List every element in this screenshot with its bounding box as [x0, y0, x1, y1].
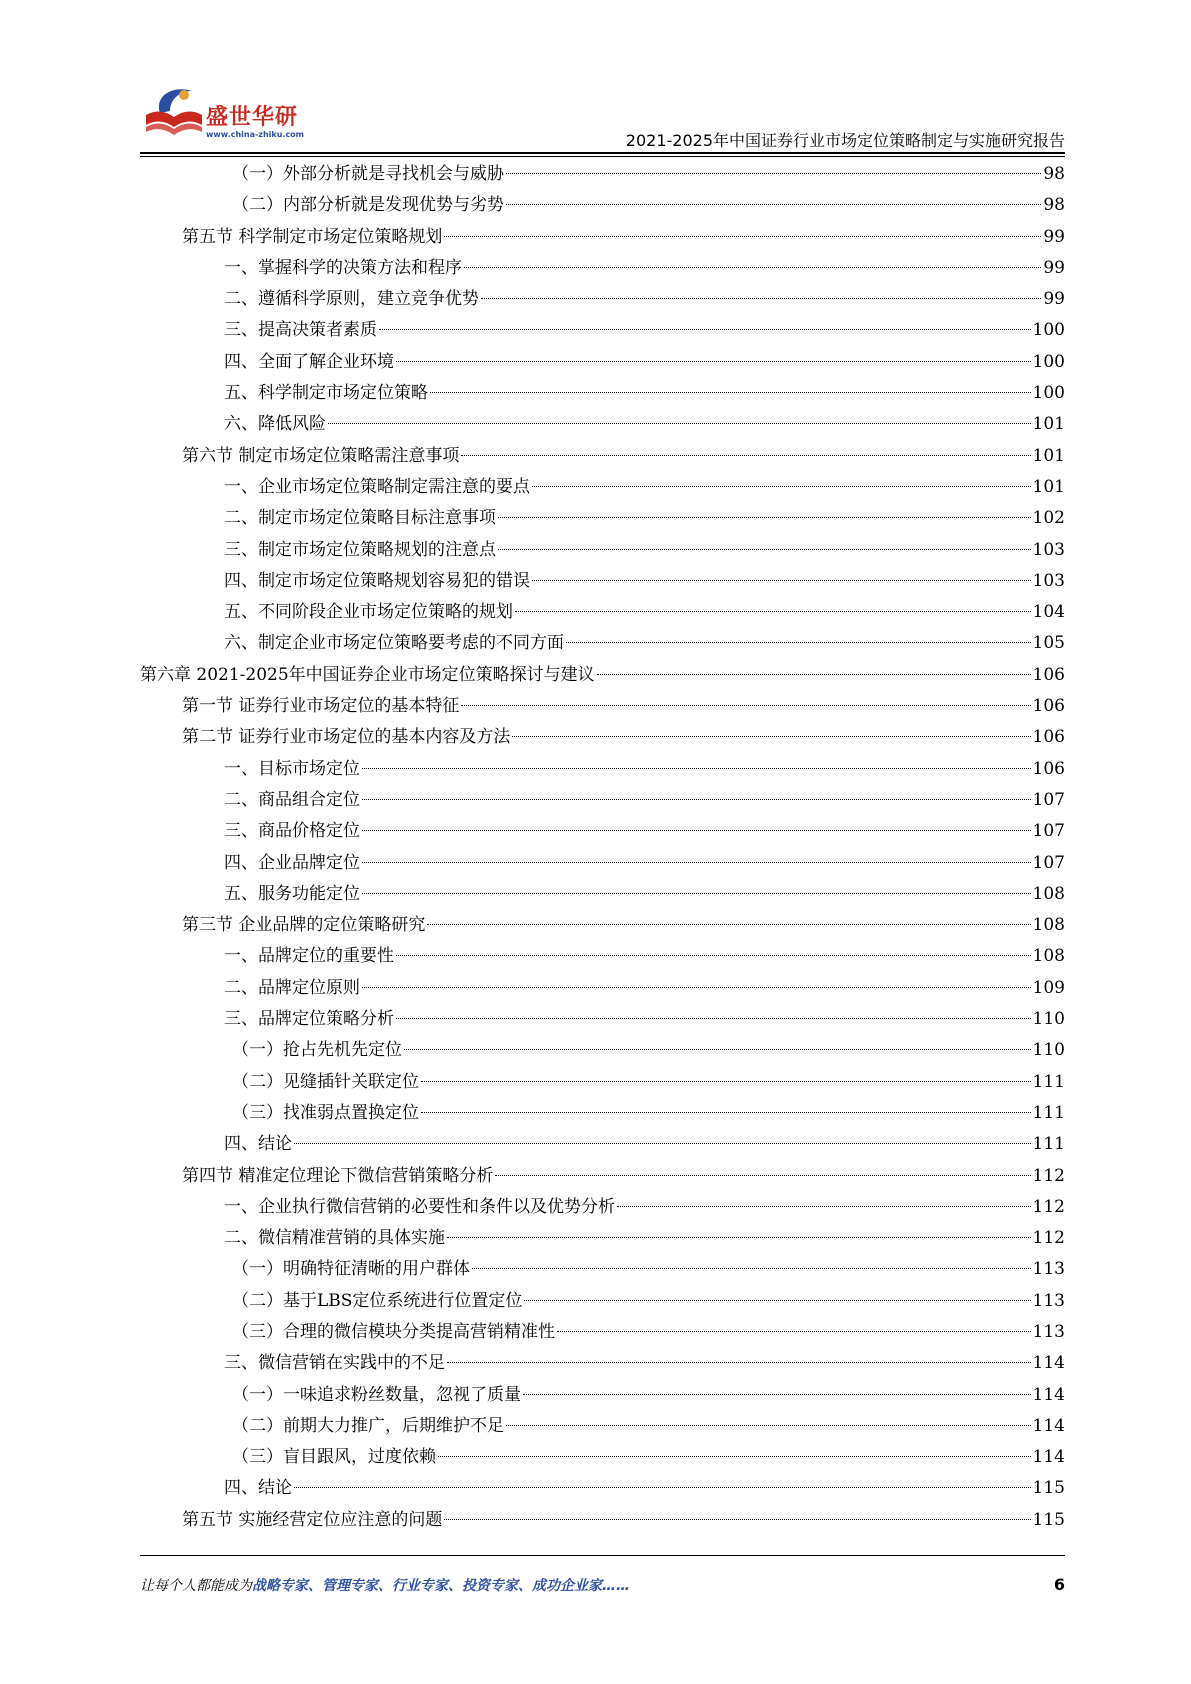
toc-entry-page: 111	[1032, 1134, 1065, 1155]
toc-entry-title: 第二节 证券行业市场定位的基本内容及方法	[182, 727, 511, 748]
toc-entry-page: 112	[1032, 1228, 1065, 1249]
toc-dot-leader	[396, 361, 1031, 362]
toc-entry-page: 107	[1032, 789, 1065, 810]
toc-dot-leader	[362, 830, 1031, 831]
toc-entry[interactable]	[140, 1035, 1065, 1066]
toc-entry[interactable]	[140, 1317, 1065, 1348]
toc-dot-leader	[294, 1487, 1031, 1488]
toc-entry-page: 106	[1032, 758, 1065, 779]
toc-entry-title: （二）见缝插针关联定位	[232, 1071, 419, 1092]
header-divider	[140, 152, 1065, 154]
toc-entry[interactable]	[140, 284, 1065, 315]
toc-entry[interactable]	[140, 1505, 1065, 1536]
header-divider-thin	[140, 156, 1065, 157]
footer-divider	[140, 1555, 1065, 1556]
toc-entry-page: 100	[1032, 383, 1065, 404]
toc-dot-leader	[524, 1300, 1030, 1301]
toc-entry-page: 103	[1032, 570, 1065, 591]
toc-entry-title: 二、商品组合定位	[224, 789, 360, 810]
toc-entry-page: 115	[1032, 1509, 1065, 1530]
toc-entry-title: 第四节 精准定位理论下微信营销策略分析	[182, 1165, 494, 1186]
toc-dot-leader	[617, 1206, 1031, 1207]
toc-entry-title: （一）一味追求粉丝数量，忽视了质量	[232, 1384, 521, 1405]
table-of-contents	[140, 159, 1065, 1536]
toc-entry-page: 101	[1032, 476, 1065, 497]
toc-entry-title: （二）基于LBS定位系统进行位置定位	[232, 1290, 523, 1311]
logo-url: www.china-zhiku.com	[206, 130, 305, 139]
toc-entry[interactable]	[140, 628, 1065, 659]
toc-entry-page: 114	[1032, 1384, 1065, 1405]
toc-dot-leader	[472, 1268, 1031, 1269]
toc-entry[interactable]	[140, 253, 1065, 284]
toc-entry[interactable]	[140, 879, 1065, 910]
toc-entry-page: 98	[1043, 195, 1065, 216]
toc-entry-title: 第一节 证券行业市场定位的基本特征	[182, 696, 460, 717]
toc-dot-leader	[523, 1394, 1031, 1395]
toc-entry-title: 四、结论	[224, 1134, 292, 1155]
toc-entry[interactable]	[140, 472, 1065, 503]
toc-entry[interactable]	[140, 1223, 1065, 1254]
toc-dot-leader	[396, 1018, 1031, 1019]
toc-dot-leader	[495, 1175, 1030, 1176]
toc-entry-page: 108	[1032, 883, 1065, 904]
toc-entry-title: （二）前期大力推广，后期维护不足	[232, 1415, 504, 1436]
toc-dot-leader	[362, 799, 1031, 800]
toc-entry-page: 110	[1032, 1009, 1065, 1030]
toc-entry-page: 113	[1032, 1321, 1065, 1342]
toc-dot-leader	[447, 1362, 1031, 1363]
toc-entry-page: 103	[1032, 539, 1065, 560]
toc-entry-title: 五、不同阶段企业市场定位策略的规划	[224, 602, 513, 623]
footer-slogan-highlight: 战略专家、管理专家、行业专家、投资专家、成功企业家……	[252, 1578, 630, 1594]
logo-text: 盛世华研	[206, 105, 299, 130]
toc-entry-page: 99	[1043, 226, 1065, 247]
toc-dot-leader	[532, 580, 1031, 581]
toc-entry-page: 111	[1032, 1071, 1065, 1092]
toc-dot-leader	[430, 392, 1031, 393]
toc-entry-title: （三）盲目跟风，过度依赖	[232, 1447, 436, 1468]
toc-entry[interactable]	[140, 1004, 1065, 1035]
toc-entry[interactable]	[140, 503, 1065, 534]
toc-dot-leader	[294, 1143, 1031, 1144]
toc-entry[interactable]	[140, 1161, 1065, 1192]
toc-entry-page: 107	[1032, 852, 1065, 873]
toc-entry-title: 四、全面了解企业环境	[224, 351, 394, 372]
toc-entry-title: 三、微信营销在实践中的不足	[224, 1353, 445, 1374]
toc-dot-leader	[444, 1519, 1030, 1520]
toc-entry-title: （一）抢占先机先定位	[232, 1040, 402, 1061]
toc-dot-leader	[362, 893, 1031, 894]
toc-entry-title: 第五节 科学制定市场定位策略规划	[182, 226, 443, 247]
toc-entry-page: 105	[1032, 633, 1065, 654]
toc-entry-title: 四、企业品牌定位	[224, 852, 360, 873]
toc-entry-page: 106	[1032, 696, 1065, 717]
toc-entry[interactable]	[140, 1442, 1065, 1473]
toc-entry[interactable]	[140, 1380, 1065, 1411]
toc-dot-leader	[566, 642, 1031, 643]
toc-entry[interactable]	[140, 660, 1065, 691]
toc-entry-title: 一、品牌定位的重要性	[224, 946, 394, 967]
toc-entry-page: 107	[1032, 821, 1065, 842]
toc-entry-page: 113	[1032, 1259, 1065, 1280]
toc-entry-page: 99	[1043, 257, 1065, 278]
toc-entry[interactable]	[140, 1348, 1065, 1379]
toc-entry-title: 三、商品价格定位	[224, 821, 360, 842]
toc-entry-title: 六、制定企业市场定位策略要考虑的不同方面	[224, 633, 564, 654]
toc-entry[interactable]	[140, 1098, 1065, 1129]
toc-entry[interactable]	[140, 409, 1065, 440]
toc-entry-title: （二）内部分析就是发现优势与劣势	[232, 195, 504, 216]
page-footer	[140, 1575, 1065, 1599]
toc-entry-page: 110	[1032, 1040, 1065, 1061]
toc-entry-title: 三、品牌定位策略分析	[224, 1009, 394, 1030]
toc-entry[interactable]	[140, 441, 1065, 472]
toc-entry-title: 二、微信精准营销的具体实施	[224, 1228, 445, 1249]
toc-entry-title: 三、提高决策者素质	[224, 320, 377, 341]
toc-entry-page: 98	[1043, 164, 1065, 184]
toc-entry[interactable]	[140, 1411, 1065, 1442]
toc-dot-leader	[506, 204, 1041, 205]
toc-entry[interactable]	[140, 848, 1065, 879]
toc-entry[interactable]	[140, 347, 1065, 378]
toc-entry-page: 101	[1032, 414, 1065, 435]
toc-entry-title: 第三节 企业品牌的定位策略研究	[182, 915, 426, 936]
footer-slogan-prefix: 让每个人都能成为	[140, 1578, 252, 1594]
toc-dot-leader	[506, 173, 1041, 174]
toc-dot-leader	[362, 768, 1031, 769]
toc-entry[interactable]	[140, 1192, 1065, 1223]
toc-entry[interactable]	[140, 190, 1065, 221]
toc-entry[interactable]	[140, 535, 1065, 566]
toc-entry-title: （一）明确特征清晰的用户群体	[232, 1259, 470, 1280]
toc-entry-page: 109	[1032, 977, 1065, 998]
toc-dot-leader	[404, 1049, 1031, 1050]
toc-entry[interactable]	[140, 222, 1065, 253]
toc-entry[interactable]	[140, 691, 1065, 722]
toc-entry[interactable]	[140, 910, 1065, 941]
toc-dot-leader	[362, 987, 1031, 988]
toc-entry-title: 第六节 制定市场定位策略需注意事项	[182, 445, 460, 466]
toc-dot-leader	[498, 517, 1031, 518]
toc-dot-leader	[328, 423, 1031, 424]
toc-entry-page: 106	[1032, 664, 1065, 685]
toc-dot-leader	[506, 1425, 1031, 1426]
toc-entry[interactable]	[140, 754, 1065, 785]
toc-entry[interactable]	[140, 1129, 1065, 1160]
toc-dot-leader	[498, 549, 1031, 550]
toc-entry-title: 五、服务功能定位	[224, 883, 360, 904]
toc-entry-page: 102	[1032, 508, 1065, 529]
toc-entry-title: 四、结论	[224, 1478, 292, 1499]
toc-entry-title: 六、降低风险	[224, 414, 326, 435]
toc-entry-title: 一、企业执行微信营销的必要性和条件以及优势分析	[224, 1196, 615, 1217]
toc-entry[interactable]	[140, 378, 1065, 409]
toc-dot-leader	[421, 1112, 1031, 1113]
toc-dot-leader	[532, 486, 1031, 487]
toc-entry[interactable]	[140, 597, 1065, 628]
toc-entry-title: 三、制定市场定位策略规划的注意点	[224, 539, 496, 560]
toc-dot-leader	[379, 329, 1031, 330]
toc-entry-page: 106	[1032, 727, 1065, 748]
toc-entry-page: 100	[1032, 320, 1065, 341]
toc-dot-leader	[512, 736, 1030, 737]
toc-entry-title: （三）合理的微信模块分类提高营销精准性	[232, 1321, 555, 1342]
toc-entry[interactable]	[140, 315, 1065, 346]
toc-entry[interactable]	[140, 816, 1065, 847]
toc-entry-page: 101	[1032, 445, 1065, 466]
company-logo	[140, 80, 320, 150]
toc-entry[interactable]	[140, 785, 1065, 816]
toc-entry-page: 114	[1032, 1415, 1065, 1436]
toc-entry-page: 108	[1032, 915, 1065, 936]
report-title: 2021-2025年中国证券行业市场定位策略制定与实施研究报告	[625, 131, 1065, 150]
toc-entry-page: 113	[1032, 1290, 1065, 1311]
toc-dot-leader	[515, 611, 1031, 612]
toc-entry[interactable]	[140, 722, 1065, 753]
toc-dot-leader	[557, 1331, 1031, 1332]
toc-entry-page: 112	[1032, 1196, 1065, 1217]
toc-entry-title: （一）外部分析就是寻找机会与威胁	[232, 164, 504, 184]
book-logo-icon	[140, 85, 210, 140]
toc-dot-leader	[597, 674, 1031, 675]
toc-entry-page: 104	[1032, 602, 1065, 623]
toc-entry[interactable]	[140, 973, 1065, 1004]
toc-dot-leader	[362, 862, 1031, 863]
toc-entry-title: 二、遵循科学原则，建立竞争优势	[224, 289, 479, 310]
toc-entry-title: 一、目标市场定位	[224, 758, 360, 779]
toc-entry-title: 一、企业市场定位策略制定需注意的要点	[224, 476, 530, 497]
toc-dot-leader	[481, 298, 1041, 299]
page-header	[140, 80, 1065, 150]
toc-entry-title: （三）找准弱点置换定位	[232, 1102, 419, 1123]
toc-dot-leader	[427, 924, 1030, 925]
toc-entry-page: 99	[1043, 289, 1065, 310]
toc-entry-title: 一、掌握科学的决策方法和程序	[224, 257, 462, 278]
toc-entry[interactable]	[140, 1067, 1065, 1098]
toc-entry-page: 115	[1032, 1478, 1065, 1499]
toc-dot-leader	[447, 1237, 1031, 1238]
toc-entry[interactable]	[140, 159, 1065, 190]
toc-dot-leader	[444, 236, 1041, 237]
toc-dot-leader	[438, 1456, 1031, 1457]
toc-entry-page: 114	[1032, 1353, 1065, 1374]
toc-dot-leader	[461, 705, 1030, 706]
toc-entry[interactable]	[140, 566, 1065, 597]
toc-entry[interactable]	[140, 1254, 1065, 1285]
toc-dot-leader	[461, 455, 1030, 456]
toc-entry-title: 五、科学制定市场定位策略	[224, 383, 428, 404]
toc-entry-title: 二、制定市场定位策略目标注意事项	[224, 508, 496, 529]
toc-entry[interactable]	[140, 1473, 1065, 1504]
toc-entry-page: 100	[1032, 351, 1065, 372]
toc-entry[interactable]	[140, 941, 1065, 972]
toc-dot-leader	[396, 955, 1031, 956]
toc-entry-title: 二、品牌定位原则	[224, 977, 360, 998]
toc-dot-leader	[421, 1081, 1031, 1082]
toc-entry-page: 114	[1032, 1447, 1065, 1468]
page-number: 6	[1053, 1575, 1065, 1594]
toc-entry-title: 四、制定市场定位策略规划容易犯的错误	[224, 570, 530, 591]
toc-entry[interactable]	[140, 1286, 1065, 1317]
toc-dot-leader	[464, 267, 1041, 268]
toc-entry-page: 108	[1032, 946, 1065, 967]
toc-entry-page: 112	[1032, 1165, 1065, 1186]
toc-entry-page: 111	[1032, 1102, 1065, 1123]
toc-entry-title: 第六章 2021-2025年中国证券企业市场定位策略探讨与建议	[140, 664, 595, 685]
toc-entry-title: 第五节 实施经营定位应注意的问题	[182, 1509, 443, 1530]
